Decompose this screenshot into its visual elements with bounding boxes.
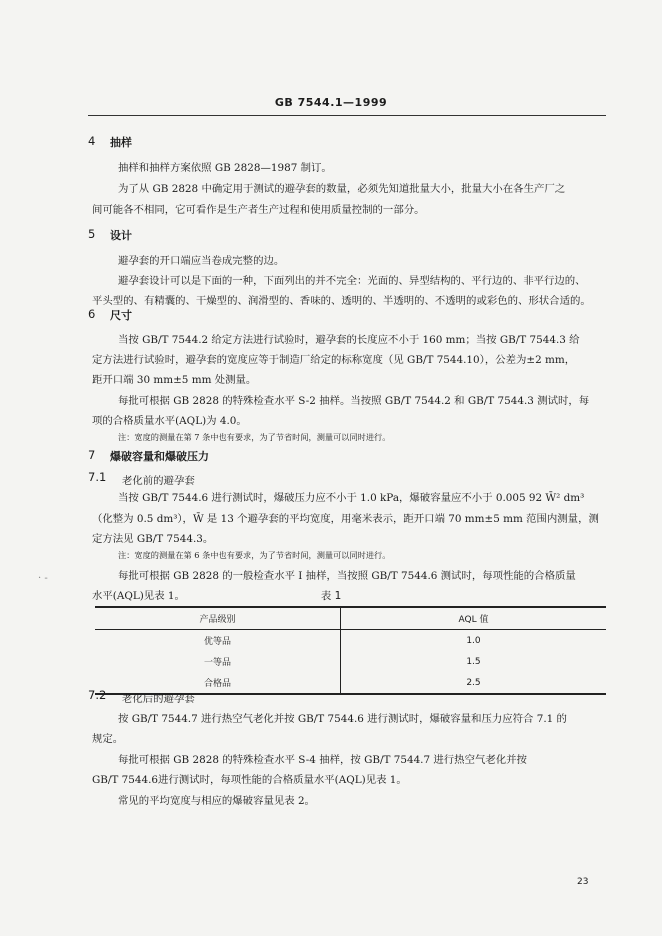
table-header-grade: 产品级别 [95, 607, 341, 630]
section-7-number: 7 [88, 448, 96, 462]
subsection-7-1-line-1: 当按 GB/T 7544.6 进行测试时，爆破压力应不小于 1.0 kPa，爆破容量应不小于 0.005 92 W̄² dm³ [118, 492, 585, 504]
table-row [95, 630, 606, 652]
running-header: GB 7544.1—1999 [274, 96, 388, 109]
subsection-7-2-line-1: 按 GB/T 7544.7 进行热空气老化并按 GB/T 7544.6 进行测试时，爆破容量和压力应符合 7.1 的 [118, 713, 567, 725]
section-4-line-1: 抽样和抽样方案依照 GB 2828—1987 制订。 [118, 162, 332, 174]
section-6-line-4: 每批可根据 GB 2828 的特殊检查水平 S-2 抽样。当按照 GB/T 7544.2 和 GB/T 7544.3 测试时，每 [118, 395, 590, 407]
subsection-7-1-number: 7.1 [88, 470, 107, 484]
section-4-number: 4 [88, 134, 96, 148]
section-4-title: 抽样 [110, 136, 132, 149]
table-header-aql: AQL 值 [341, 607, 607, 630]
subsection-7-1-title: 老化前的避孕套 [122, 475, 195, 487]
section-6-line-2: 定方法进行试验时，避孕套的宽度应等于制造厂给定的标称宽度（见 GB/T 7544.10），公差为±2 mm， [92, 354, 576, 366]
table-1 [95, 606, 606, 695]
section-6-number: 6 [88, 307, 96, 321]
section-6-title: 尺寸 [110, 309, 132, 322]
table-cell-aql: 1.0 [466, 635, 481, 646]
subsection-7-1-note: 注：宽度的测量在第 6 条中也有要求，为了节省时间，测量可以同时进行。 [118, 550, 391, 560]
subsection-7-2-line-2: 规定。 [92, 733, 124, 745]
table-cell-grade: 合格品 [95, 672, 341, 694]
subsection-7-2-line-3: 每批可根据 GB 2828 的特殊检查水平 S-4 抽样，按 GB/T 7544.7 进行热空气老化并按 [118, 754, 527, 766]
section-4-line-3: 间可能各不相同，它可看作是生产者生产过程和使用质量控制的一部分。 [92, 204, 425, 216]
table-cell-aql: 1.5 [466, 656, 481, 667]
section-4-line-2: 为了从 GB 2828 中确定用于测试的避孕套的数量，必须先知道批量大小，批量大小在各生产厂之 [118, 183, 566, 195]
table-row [95, 651, 606, 672]
section-5-number: 5 [88, 227, 96, 241]
subsection-7-1-line-4: 每批可根据 GB 2828 的一般检查水平 I 抽样，当按照 GB/T 7544.6 测试时，每项性能的合格质量 [118, 570, 576, 582]
subsection-7-2-line-5: 常见的平均宽度与相应的爆破容量见表 2。 [118, 795, 315, 807]
table-cell-aql: 2.5 [341, 672, 607, 694]
subsection-7-1-line-5: 水平(AQL)见表 1。 [92, 590, 185, 602]
section-7-title: 爆破容量和爆破压力 [110, 450, 209, 463]
section-6-line-3: 距开口端 30 mm±5 mm 处测量。 [92, 374, 257, 386]
header-rule [88, 115, 606, 116]
page-number: 23 [577, 877, 589, 887]
subsection-7-1-line-3: 定方法见 GB/T 7544.3。 [92, 533, 214, 545]
margin-mark: · - [38, 573, 48, 584]
subsection-7-1-line-2: （化整为 0.5 dm³），W̄ 是 13 个避孕套的平均宽度，用毫米表示，距开口端 70 mm±5 mm 范围内测量，测 [92, 513, 599, 525]
subsection-7-2-line-4: GB/T 7544.6进行测试时，每项性能的合格质量水平(AQL)见表 1。 [92, 774, 407, 786]
section-5-line-3: 平头型的、有精囊的、干燥型的、润滑型的、香味的、透明的、半透明的、不透明的或彩色的、形状合适的。 [92, 295, 591, 307]
table-cell-grade: 一等品 [95, 651, 341, 672]
table-header-row [95, 607, 606, 630]
subsection-7-2-number: 7.2 [88, 688, 107, 702]
table-1-caption: 表 1 [320, 590, 342, 602]
section-5-line-1: 避孕套的开口端应当卷成完整的边。 [118, 255, 285, 267]
table-cell-grade: 优等品 [95, 630, 341, 652]
section-5-title: 设计 [110, 229, 132, 242]
subsection-7-2-title: 老化后的避孕套 [122, 693, 195, 705]
section-6-note: 注：宽度的测量在第 7 条中也有要求，为了节省时间，测量可以同时进行。 [118, 432, 391, 442]
section-5-line-2: 避孕套设计可以是下面的一种，下面列出的并不完全：光面的、异型结构的、平行边的、非平行边的、 [118, 275, 586, 287]
section-6-line-1: 当按 GB/T 7544.2 给定方法进行试验时，避孕套的长度应不小于 160 mm；当按 GB/T 7544.3 给 [118, 334, 580, 346]
section-6-line-5: 项的合格质量水平(AQL)为 4.0。 [92, 415, 247, 427]
